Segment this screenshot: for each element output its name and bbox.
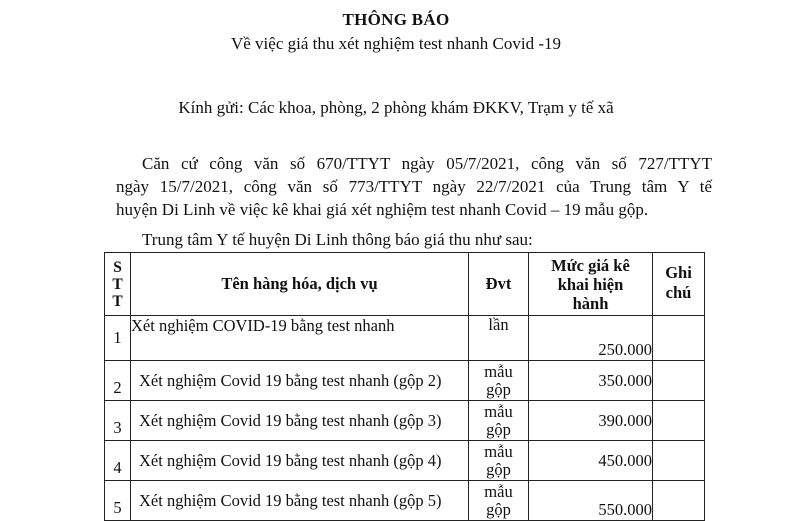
row-stt: 2 <box>105 361 131 401</box>
row-dvt-line: gộp <box>486 420 511 439</box>
row-price: 350.000 <box>529 361 653 401</box>
header-stt-line: S <box>113 258 122 276</box>
table-intro: Trung tâm Y tế huyện Di Linh thông báo giá thu như sau: <box>142 230 533 249</box>
document-title: THÔNG BÁO <box>342 10 450 29</box>
row-dvt-line: mẫu <box>484 362 513 381</box>
row-price: 390.000 <box>529 401 653 441</box>
header-note <box>653 253 705 316</box>
row-stt: 5 <box>105 481 131 521</box>
table-row <box>105 401 705 441</box>
price-table <box>104 252 705 521</box>
table-header-row <box>105 253 705 316</box>
header-price <box>529 253 653 316</box>
row-price: 250.000 <box>529 316 653 361</box>
body-line: Căn cứ công văn số 670/TTYT ngày 05/7/2021, công văn số 727/TTYT <box>142 154 712 173</box>
table-row <box>105 361 705 401</box>
recipient-line: Kính gửi: Các khoa, phòng, 2 phòng khám ĐKKV, Trạm y tế xã <box>178 98 614 117</box>
row-note <box>653 316 705 361</box>
header-stt-line: T <box>112 275 123 293</box>
row-note <box>653 441 705 481</box>
header-stt-line: T <box>112 292 123 310</box>
row-name: Xét nghiệm COVID-19 bằng test nhanh <box>131 316 469 361</box>
row-price: 550.000 <box>529 481 653 521</box>
document-subtitle: Về việc giá thu xét nghiệm test nhanh Covid -19 <box>230 34 561 53</box>
row-stt: 3 <box>105 401 131 441</box>
row-dvt <box>469 441 529 481</box>
row-note <box>653 361 705 401</box>
header-dvt: Đvt <box>469 253 529 316</box>
header-note-line: Ghi <box>665 263 692 282</box>
header-price-line: Mức giá kê <box>551 255 630 275</box>
row-name: Xét nghiệm Covid 19 bằng test nhanh (gộp 5) <box>131 481 469 521</box>
row-dvt-line: gộp <box>486 500 511 519</box>
body-line: huyện Di Linh về việc kê khai giá xét nghiệm test nhanh Covid – 19 mẫu gộp. <box>116 200 649 219</box>
header-price-line: khai hiện <box>557 274 624 294</box>
table-row <box>105 481 705 521</box>
row-name: Xét nghiệm Covid 19 bằng test nhanh (gộp 3) <box>131 401 469 441</box>
header-stt <box>105 253 131 316</box>
row-note <box>653 401 705 441</box>
row-stt: 1 <box>105 316 131 361</box>
row-dvt <box>469 481 529 521</box>
row-dvt-line: mẫu <box>484 482 513 501</box>
row-note <box>653 481 705 521</box>
row-dvt <box>469 401 529 441</box>
row-dvt-line: mẫu <box>484 442 513 461</box>
body-line: ngày 15/7/2021, công văn số 773/TTYT ngày 22/7/2021 của Trung tâm Y tế <box>116 177 712 196</box>
header-name: Tên hàng hóa, dịch vụ <box>131 253 469 316</box>
row-dvt <box>469 361 529 401</box>
header-note-line: chú <box>665 283 692 302</box>
row-dvt-line: gộp <box>486 460 511 479</box>
row-dvt <box>469 316 529 361</box>
table-row <box>105 441 705 481</box>
row-dvt-line: gộp <box>486 380 511 399</box>
row-name: Xét nghiệm Covid 19 bằng test nhanh (gộp 4) <box>131 441 469 481</box>
header-price-line: hành <box>572 293 609 313</box>
row-name: Xét nghiệm Covid 19 bằng test nhanh (gộp 2) <box>131 361 469 401</box>
row-dvt-line: lần <box>488 315 509 334</box>
row-stt: 4 <box>105 441 131 481</box>
table-row <box>105 316 705 361</box>
row-price: 450.000 <box>529 441 653 481</box>
body-paragraph <box>116 152 712 221</box>
row-dvt-line: mẫu <box>484 402 513 421</box>
